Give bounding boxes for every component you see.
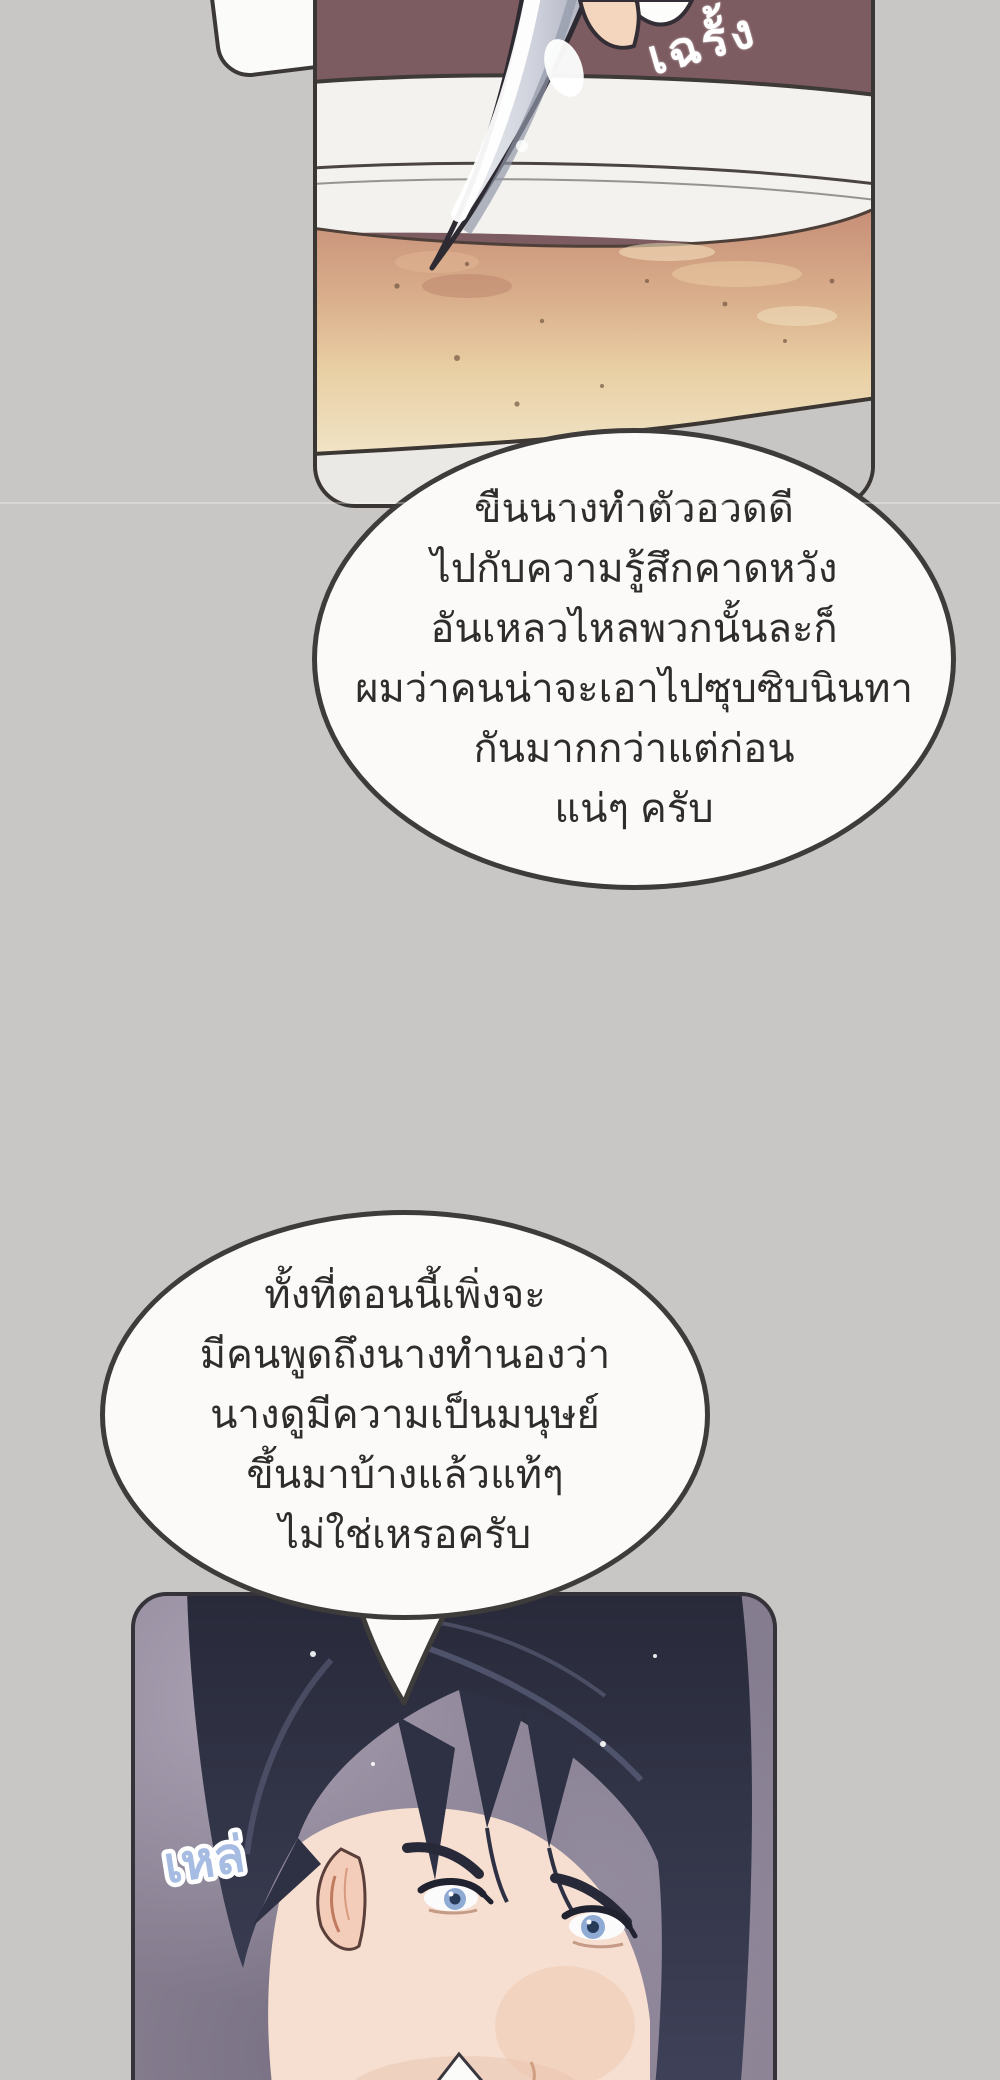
bubble-line: ขืนนางทำตัวอวดดี	[474, 487, 794, 531]
bubble-line: มีคนพูดถึงนางทำนองว่า	[199, 1333, 611, 1377]
bubble-line: กันมากกว่าแต่ก่อน	[473, 727, 795, 771]
food-panel-art	[317, 0, 871, 504]
plate-rim	[317, 74, 871, 256]
face-illustration	[268, 1808, 650, 2080]
bubble-line: ไปกับความรู้สึกคาดหวัง	[430, 547, 838, 591]
sfx-clang-text: เฉรั้ง	[641, 3, 763, 86]
seam-line	[0, 502, 1000, 504]
bubble-line: แน่ๆ ครับ	[554, 787, 714, 831]
bubble-line: นางดูมีความเป็นมนุษย์	[210, 1393, 600, 1437]
bubble-line: ทั้งที่ตอนนี้เพิ่งจะ	[264, 1273, 546, 1317]
bubble-line: ขึ้นมาบ้างแล้วแท้ๆ	[246, 1453, 564, 1497]
bubble-line: ไม่ใช่เหรอครับ	[278, 1513, 532, 1557]
sfx-glare-text: เหล่	[159, 1825, 249, 1894]
bubble-line: ผมว่าคนน่าจะเอาไปซุบซิบนินทา	[355, 667, 913, 711]
speech-bubble-1	[312, 428, 956, 890]
bubble-line: อันเหลวไหลพวกนั้นละก็	[430, 607, 838, 651]
speech-bubble-2	[100, 1210, 710, 1620]
